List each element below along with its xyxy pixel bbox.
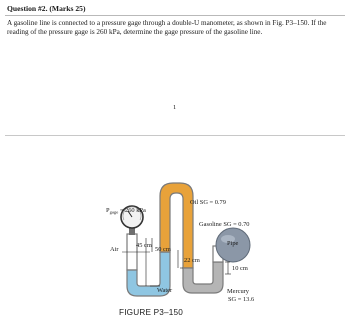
gasoline-label: Gasoline SG = 0.70 — [199, 221, 250, 228]
page-number: 1 — [173, 104, 177, 111]
mercury-sg-label: SG = 13.6 — [228, 296, 255, 303]
gage-value: = 260 kPa — [119, 207, 146, 214]
dim-50cm: 50 cm — [155, 246, 171, 253]
dim-22cm: 22 cm — [184, 257, 200, 264]
dim-45cm: 45 cm — [136, 242, 152, 249]
mercury-label: Mercury — [227, 288, 250, 295]
question-text: A gasoline line is connected to a pressure gage through a double-U manometer, as shown in Fig. P3–150. If the reading of the pressure gage is 260 kPa, determine the gage pressure of the gasoline line. — [7, 19, 327, 36]
question-title: Question #2. (Marks 25) — [7, 4, 86, 13]
gage-pressure-label — [106, 207, 146, 216]
oil-label: Oil SG = 0.79 — [190, 199, 226, 206]
dim-10cm: 10 cm — [232, 265, 248, 272]
gage-symbol: P — [106, 207, 110, 214]
figure-caption: FIGURE P3–150 — [119, 308, 184, 317]
pipe-label: Pipe — [227, 240, 239, 247]
water-label: Water — [157, 287, 173, 294]
air-label: Air — [110, 246, 119, 253]
gage-subscript: gage — [109, 209, 119, 215]
